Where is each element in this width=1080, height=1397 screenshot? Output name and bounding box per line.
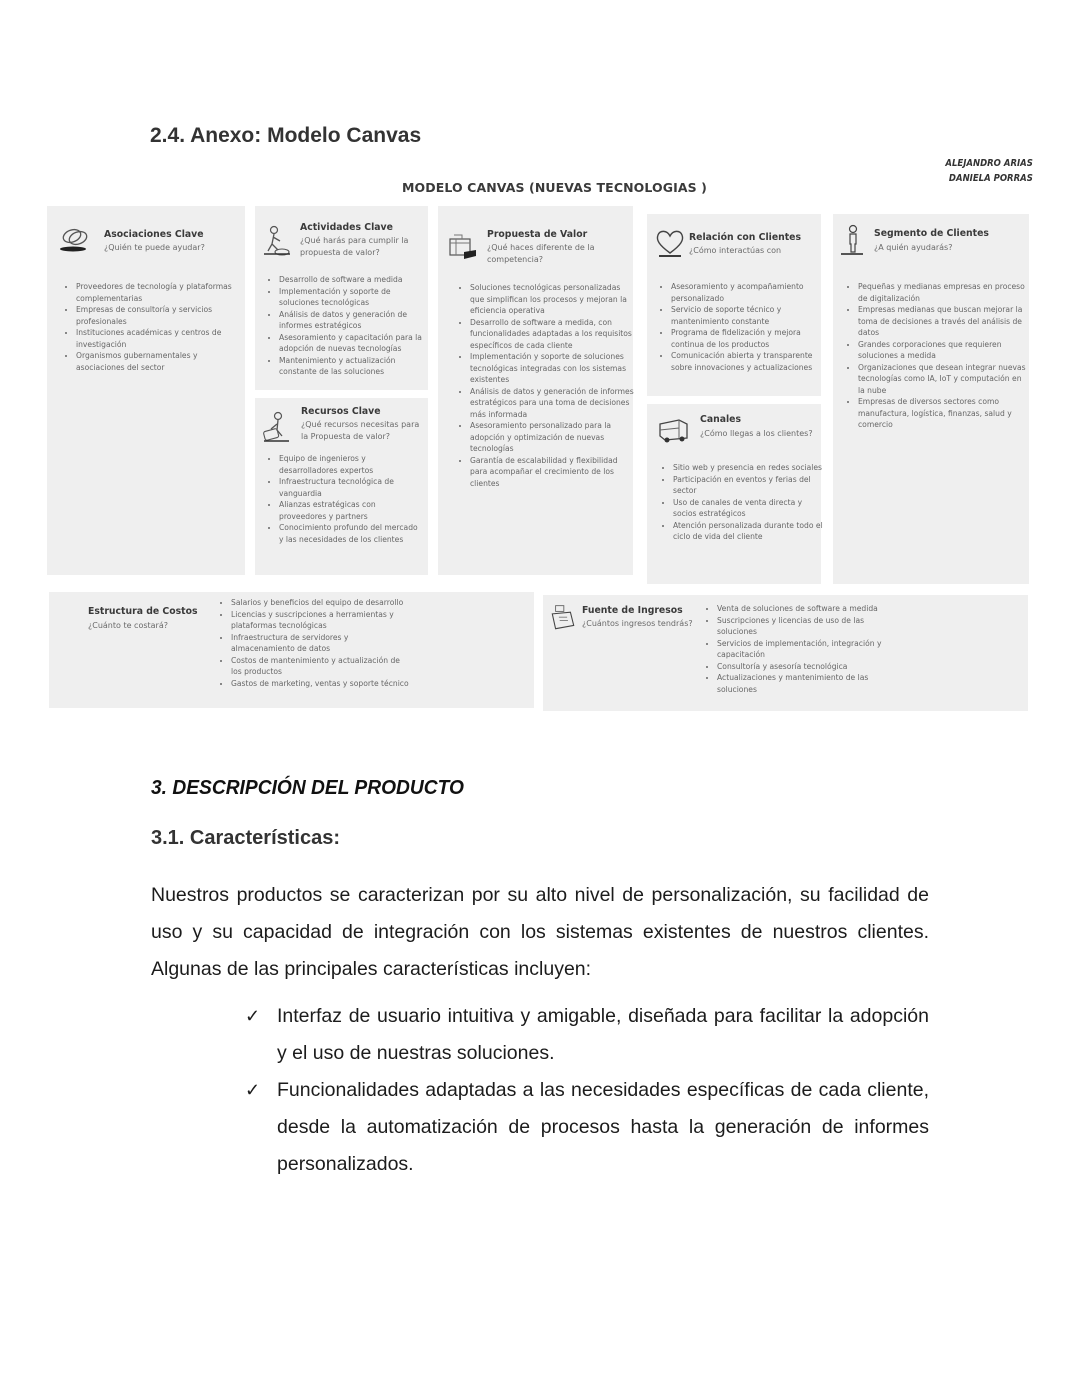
block-title: Canales xyxy=(700,414,742,425)
canvas-block-recursos xyxy=(255,398,428,575)
list-item: • Sitio web y presencia en redes sociales xyxy=(673,462,823,474)
worker-icon xyxy=(260,224,294,258)
block-items xyxy=(846,281,1028,431)
block-title: Actividades Clave xyxy=(300,222,393,233)
canvas-block-relacion xyxy=(647,214,821,396)
list-item: • Actualizaciones y mantenimiento de las soluciones xyxy=(717,672,887,695)
list-item: • Análisis de datos y generación de informes estratégicos para una toma de decisiones más informada xyxy=(470,386,635,421)
list-item: • Costos de mantenimiento y actualización de los productos xyxy=(231,655,411,678)
list-item: • Uso de canales de venta directa y socios estratégicos xyxy=(673,497,823,520)
list-item: • Participación en eventos y ferias del sector xyxy=(673,474,823,497)
block-title: Segmento de Clientes xyxy=(874,228,989,239)
section-heading-product: 3. DESCRIPCIÓN DEL PRODUCTO xyxy=(151,777,464,799)
feature-item xyxy=(245,1072,929,1183)
list-item: • Soluciones tecnológicas personalizadas que simplifican los procesos y mejoran la eficiencia operativa xyxy=(470,282,635,317)
chain-link-icon xyxy=(57,222,91,256)
list-item: • Proveedores de tecnología y plataformas complementarias xyxy=(76,281,234,304)
list-item: • Desarrollo de software a medida, con funcionalidades adaptadas a los requisitos específicos de cada cliente xyxy=(470,317,635,352)
block-question: ¿Cuánto te costará? xyxy=(88,621,168,630)
block-question: ¿Qué recursos necesitas para la Propuesta de valor? xyxy=(301,420,420,441)
block-question: ¿Cómo llegas a los clientes? xyxy=(700,429,813,438)
block-title: Recursos Clave xyxy=(301,406,381,417)
block-question: ¿Cuántos ingresos tendrás? xyxy=(582,619,693,628)
checkmark-icon: ✓ xyxy=(245,1080,261,1100)
list-item: • Infraestructura tecnológica de vanguardia xyxy=(279,476,424,499)
list-item: • Análisis de datos y generación de informes estratégicos xyxy=(279,309,429,332)
block-question: ¿Qué haces diferente de la competencia? xyxy=(487,243,595,264)
block-title: Fuente de Ingresos xyxy=(582,605,683,616)
heart-icon xyxy=(653,226,687,260)
list-item: • Implementación y soporte de soluciones tecnológicas integradas con los sistemas existentes xyxy=(470,351,635,386)
canvas-block-costos xyxy=(49,592,534,708)
list-item: • Programa de fidelización y mejora continua de los productos xyxy=(671,327,821,350)
checkmark-icon: ✓ xyxy=(245,1006,261,1026)
block-items xyxy=(661,462,823,543)
canvas-block-asociaciones xyxy=(47,206,245,575)
list-item: • Comunicación abierta y transparente sobre innovaciones y actualizaciones xyxy=(671,350,821,373)
block-question: ¿A quién ayudarás? xyxy=(874,243,953,252)
canvas-block-segmento xyxy=(833,214,1029,584)
block-items xyxy=(659,281,821,373)
canvas-title: MODELO CANVAS (NUEVAS TECNOLOGIAS ) xyxy=(402,180,707,195)
subsection-heading-features: 3.1. Características: xyxy=(151,827,341,849)
block-question: ¿Cómo interactúas con xyxy=(689,246,782,255)
list-item: • Empresas de consultoría y servicios profesionales xyxy=(76,304,234,327)
block-items xyxy=(64,281,234,373)
list-item: • Alianzas estratégicas con proveedores y partners xyxy=(279,499,424,522)
list-item: • Instituciones académicas y centros de investigación xyxy=(76,327,234,350)
list-item: • Desarrollo de software a medida xyxy=(279,274,429,286)
delivery-truck-icon xyxy=(657,412,691,446)
list-item: • Mantenimiento y actualización constante de las soluciones xyxy=(279,355,429,378)
list-item: • Licencias y suscripciones a herramientas y plataformas tecnológicas xyxy=(231,609,411,632)
block-items xyxy=(458,282,635,489)
person-resources-icon xyxy=(261,410,295,444)
block-question: ¿Qué harás para cumplir la propuesta de valor? xyxy=(300,236,409,257)
features-intro-paragraph: Nuestros productos se caracterizan por su alto nivel de personalización, su facilidad de uso y su capacidad de integración con los sistemas existentes de nuestros clientes. Algunas de las principales características incluyen: xyxy=(151,884,929,980)
list-item: • Asesoramiento personalizado para la adopción y optimización de nuevas tecnologías xyxy=(470,420,635,455)
block-title: Asociaciones Clave xyxy=(104,229,204,240)
canvas-block-ingresos xyxy=(543,595,1028,711)
annex-heading: 2.4. Anexo: Modelo Canvas xyxy=(150,124,422,147)
list-item: • Garantía de escalabilidad y flexibilidad para acompañar el crecimiento de los clientes xyxy=(470,455,635,490)
list-item: • Organizaciones que desean integrar nuevas tecnologías como IA, IoT y computación en la nube xyxy=(858,362,1028,397)
block-question: ¿Quién te puede ayudar? xyxy=(104,243,205,252)
list-item: • Consultoría y asesoría tecnológica xyxy=(717,661,887,673)
list-item: • Empresas de diversos sectores como manufactura, logística, finanzas, salud y comercio xyxy=(858,396,1028,431)
block-title: Estructura de Costos xyxy=(88,606,198,617)
list-item: • Organismos gubernamentales y asociaciones del sector xyxy=(76,350,234,373)
canvas-block-propuesta xyxy=(438,206,633,575)
list-item: • Grandes corporaciones que requieren soluciones a medida xyxy=(858,339,1028,362)
author-name: ALEJANDRO ARIAS xyxy=(945,158,1033,169)
feature-item xyxy=(245,998,929,1072)
list-item: • Servicio de soporte técnico y mantenimiento constante xyxy=(671,304,821,327)
list-item: • Infraestructura de servidores y almacenamiento de datos xyxy=(231,632,411,655)
list-item: • Implementación y soporte de soluciones tecnológicas xyxy=(279,286,429,309)
feature-text: Interfaz de usuario intuitiva y amigable, diseñada para facilitar la adopción y el uso de nuestras soluciones. xyxy=(277,1005,929,1064)
list-item: • Venta de soluciones de software a medida xyxy=(717,603,887,615)
list-item: • Pequeñas y medianas empresas en proceso de digitalización xyxy=(858,281,1028,304)
list-item: • Servicios de implementación, integración y capacitación xyxy=(717,638,887,661)
cash-register-icon xyxy=(549,603,577,633)
feature-text: Funcionalidades adaptadas a las necesidades específicas de cada cliente, desde la automatización de procesos hasta la generación de informes personalizados. xyxy=(277,1079,929,1175)
list-item: • Salarios y beneficios del equipo de desarrollo xyxy=(231,597,411,609)
block-title: Relación con Clientes xyxy=(689,232,802,243)
list-item: • Empresas medianas que buscan mejorar la toma de decisiones a través del análisis de datos xyxy=(858,304,1028,339)
standing-person-icon xyxy=(837,224,871,258)
canvas-authors xyxy=(946,156,1033,186)
block-items xyxy=(267,274,429,378)
canvas-block-canales xyxy=(647,404,821,584)
gift-box-icon xyxy=(446,230,480,264)
author-name: DANIELA PORRAS xyxy=(949,173,1033,184)
block-items xyxy=(267,453,424,545)
block-title: Propuesta de Valor xyxy=(487,229,588,240)
list-item: • Conocimiento profundo del mercado y las necesidades de los clientes xyxy=(279,522,424,545)
list-item: • Suscripciones y licencias de uso de las soluciones xyxy=(717,615,887,638)
features-checklist xyxy=(245,998,929,1183)
list-item: • Asesoramiento y capacitación para la adopción de nuevas tecnologías xyxy=(279,332,429,355)
list-item: • Gastos de marketing, ventas y soporte técnico xyxy=(231,678,411,690)
block-items xyxy=(219,597,411,689)
list-item: • Atención personalizada durante todo el ciclo de vida del cliente xyxy=(673,520,823,543)
block-items xyxy=(705,603,887,695)
canvas-block-actividades xyxy=(255,206,428,390)
list-item: • Equipo de ingenieros y desarrolladores expertos xyxy=(279,453,424,476)
list-item: • Asesoramiento y acompañamiento personalizado xyxy=(671,281,821,304)
